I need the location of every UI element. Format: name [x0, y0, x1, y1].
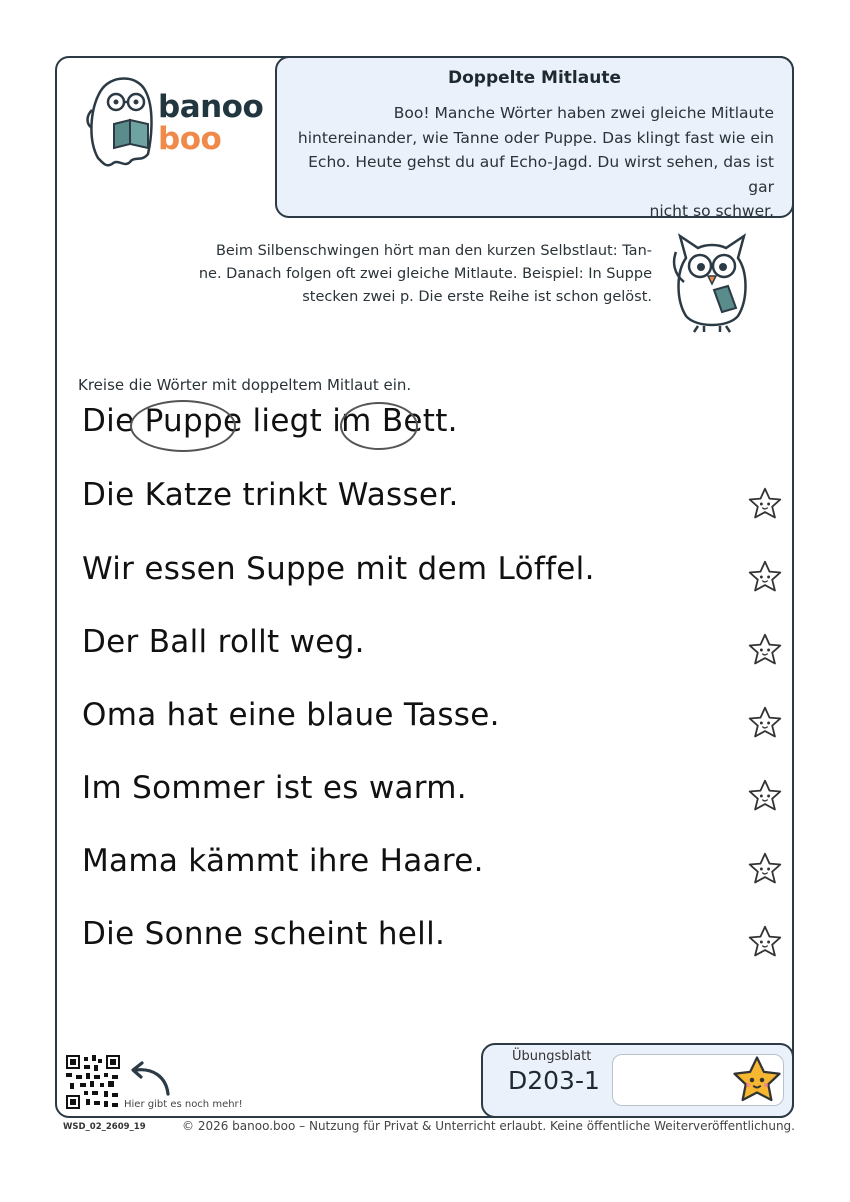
sentence-4: Der Ball rollt weg. — [82, 624, 365, 660]
sentence-5: Oma hat eine blaue Tasse. — [82, 697, 500, 733]
hint-line: stecken zwei p. Die erste Reihe ist schon gelöst. — [302, 289, 652, 305]
star-face-icon[interactable] — [747, 705, 783, 741]
star-face-icon[interactable] — [747, 924, 783, 960]
owl-mascot-icon — [664, 228, 760, 334]
sentence-7: Mama kämmt ihre Haare. — [82, 843, 484, 879]
intro-line: Echo. Heute gehst du auf Echo-Jagd. Du wirst sehen, das ist gar — [308, 153, 774, 196]
gold-star-icon — [732, 1055, 782, 1105]
task-instruction: Kreise die Wörter mit doppeltem Mitlaut ein. — [78, 376, 412, 394]
sentence-6: Im Sommer ist es warm. — [82, 770, 467, 806]
star-face-icon[interactable] — [747, 559, 783, 595]
hint-line: Beim Silbenschwingen hört man den kurzen Selbstlaut: Tan- — [215, 243, 652, 259]
qr-code-icon[interactable] — [66, 1055, 120, 1109]
sentence-8: Die Sonne scheint hell. — [82, 916, 446, 952]
intro-line: nicht so schwer. — [649, 202, 774, 220]
worksheet-title: Doppelte Mitlaute — [448, 68, 621, 88]
star-face-icon[interactable] — [747, 778, 783, 814]
intro-line: Boo! Manche Wörter haben zwei gleiche Mitlaute — [393, 104, 774, 122]
worksheet-code: WSD_02_2609_19 — [63, 1122, 146, 1132]
answer-circle — [340, 402, 418, 450]
brand-name-line2: boo — [158, 121, 222, 157]
more-link-text[interactable]: Hier gibt es noch mehr! — [124, 1099, 243, 1110]
copyright-text: © 2026 banoo.boo – Nutzung für Privat & Unterricht erlaubt. Keine öffentliche Weiterveröffentlichung. — [182, 1119, 795, 1133]
intro-line: hintereinander, wie Tanne oder Puppe. Das klingt fast wie ein — [297, 128, 774, 147]
hint-line: ne. Danach folgen oft zwei gleiche Mitlaute. Beispiel: In Suppe — [198, 266, 652, 282]
star-face-icon[interactable] — [747, 486, 783, 522]
star-face-icon[interactable] — [747, 632, 783, 668]
curved-arrow-icon — [126, 1060, 176, 1098]
star-face-icon[interactable] — [747, 851, 783, 887]
sentence-2: Die Katze trinkt Wasser. — [82, 477, 459, 513]
brand-name-line1: banoo — [158, 89, 264, 125]
sheet-label: Übungsblatt — [512, 1049, 592, 1064]
sentence-1: Die Puppe liegt im Bett. — [82, 403, 458, 439]
intro-box — [275, 56, 794, 218]
intro-text — [294, 101, 774, 224]
answer-circle — [130, 400, 236, 452]
sentence-3: Wir essen Suppe mit dem Löffel. — [82, 551, 595, 587]
sheet-id: D203-1 — [508, 1066, 600, 1095]
hint-text — [170, 240, 652, 309]
